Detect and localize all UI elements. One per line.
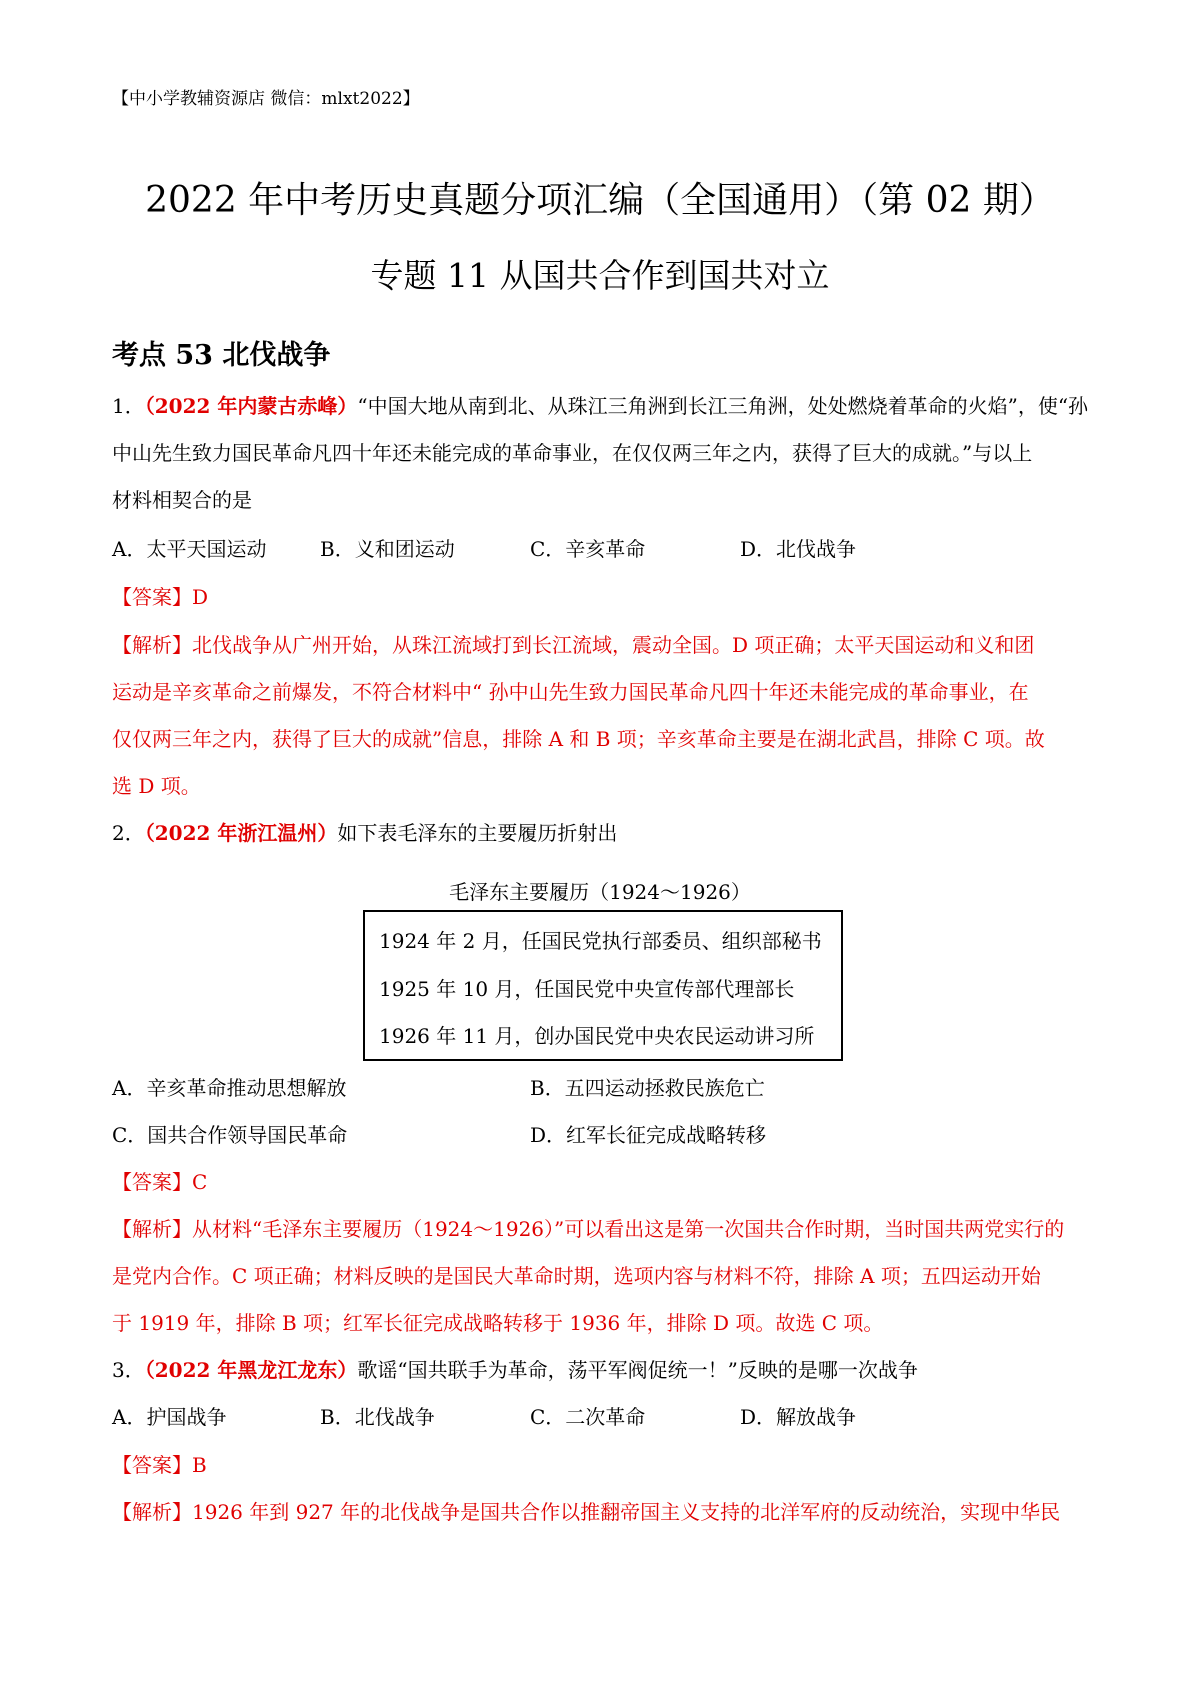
q2-option-a: A．辛亥革命推动思想解放 bbox=[112, 1076, 347, 1100]
table-row: 1926 年 11 月，创办国民党中央农民运动讲习所 bbox=[379, 1024, 815, 1048]
q1-source: （2022 年内蒙古赤峰） bbox=[144, 394, 358, 418]
q3-option-c: C．二次革命 bbox=[530, 1405, 646, 1429]
resume-table bbox=[363, 910, 843, 1061]
q1-stem-line1 bbox=[112, 382, 1088, 430]
q3-option-a: A．护国战争 bbox=[112, 1405, 227, 1429]
q3-answer: 【答案】B bbox=[112, 1453, 207, 1477]
q1-analysis-line2: 运动是辛亥革命之前爆发，不符合材料中“ 孙中山先生致力国民革命凡四十年还未能完成的革命事业，在 bbox=[112, 680, 1029, 704]
table-caption: 毛泽东主要履历（1924～1926） bbox=[449, 880, 751, 904]
q1-analysis-line3: 仅仅两三年之内，获得了巨大的成就”信息，排除 A 和 B 项；辛亥革命主要是在湖北武昌，排除 C 项。故 bbox=[112, 727, 1045, 751]
topic-subtitle: 专题 11 从国共合作到国共对立 bbox=[370, 256, 830, 295]
q2-number: 2． bbox=[112, 821, 145, 845]
q3-source: （2022 年黑龙江龙东） bbox=[144, 1358, 358, 1382]
table-row: 1924 年 2 月，任国民党执行部委员、组织部秘书 bbox=[379, 929, 822, 953]
q2-analysis-line1: 【解析】从材料“毛泽东主要履历（1924～1926）”可以看出这是第一次国共合作时期，当时国共两党实行的 bbox=[112, 1217, 1065, 1241]
q1-stem-line2: 中山先生致力国民革命凡四十年还未能完成的革命事业，在仅仅两三年之内，获得了巨大的成就。”与以上 bbox=[112, 441, 1033, 465]
q3-option-d: D．解放战争 bbox=[740, 1405, 857, 1429]
q3-analysis-line1: 【解析】1926 年到 927 年的北伐战争是国共合作以推翻帝国主义支持的北洋军府的反动统治，实现中华民 bbox=[112, 1500, 1061, 1524]
section-heading: 考点 53 北伐战争 bbox=[112, 340, 331, 371]
q1-option-b: B．义和团运动 bbox=[320, 537, 455, 561]
q3-text: 歌谣“国共联手为革命，荡平军阀促统一！”反映的是哪一次战争 bbox=[357, 1358, 918, 1382]
q2-option-b: B．五四运动拯救民族危亡 bbox=[530, 1076, 765, 1100]
q1-option-c: C．辛亥革命 bbox=[530, 537, 646, 561]
q1-analysis-line1: 【解析】北伐战争从广州开始，从珠江流域打到长江流域，震动全国。D 项正确；太平天国运动和义和团 bbox=[112, 633, 1035, 657]
q1-analysis-line4: 选 D 项。 bbox=[112, 774, 201, 798]
q3-stem bbox=[112, 1346, 918, 1394]
q1-number: 1． bbox=[112, 394, 145, 418]
q2-option-d: D．红军长征完成战略转移 bbox=[530, 1123, 767, 1147]
q2-stem bbox=[112, 809, 617, 857]
q1-option-a: A．太平天国运动 bbox=[112, 537, 267, 561]
top-note: 【中小学教辅资源店 微信：mlxt2022】 bbox=[112, 89, 420, 109]
q2-answer: 【答案】C bbox=[112, 1170, 208, 1194]
q2-analysis-line2: 是党内合作。C 项正确；材料反映的是国民大革命时期，选项内容与材料不符，排除 A 项；五四运动开始 bbox=[112, 1264, 1041, 1288]
q1-answer: 【答案】D bbox=[112, 585, 209, 609]
q2-source: （2022 年浙江温州） bbox=[144, 821, 338, 845]
q3-option-b: B．北伐战争 bbox=[320, 1405, 435, 1429]
q1-text-line1: “中国大地从南到北、从珠江三角洲到长江三角洲，处处燃烧着革命的火焰”，使“孙 bbox=[357, 394, 1089, 418]
q3-number: 3． bbox=[112, 1358, 145, 1382]
q2-analysis-line3: 于 1919 年，排除 B 项；红军长征完成战略转移于 1936 年，排除 D 项。故选 C 项。 bbox=[112, 1311, 884, 1335]
page-title: 2022 年中考历史真题分项汇编（全国通用）（第 02 期） bbox=[145, 180, 1055, 221]
q2-option-c: C．国共合作领导国民革命 bbox=[112, 1123, 348, 1147]
q1-stem-line3: 材料相契合的是 bbox=[112, 488, 252, 512]
q1-option-d: D．北伐战争 bbox=[740, 537, 857, 561]
table-row: 1925 年 10 月，任国民党中央宣传部代理部长 bbox=[379, 977, 795, 1001]
q2-text: 如下表毛泽东的主要履历折射出 bbox=[337, 821, 618, 845]
